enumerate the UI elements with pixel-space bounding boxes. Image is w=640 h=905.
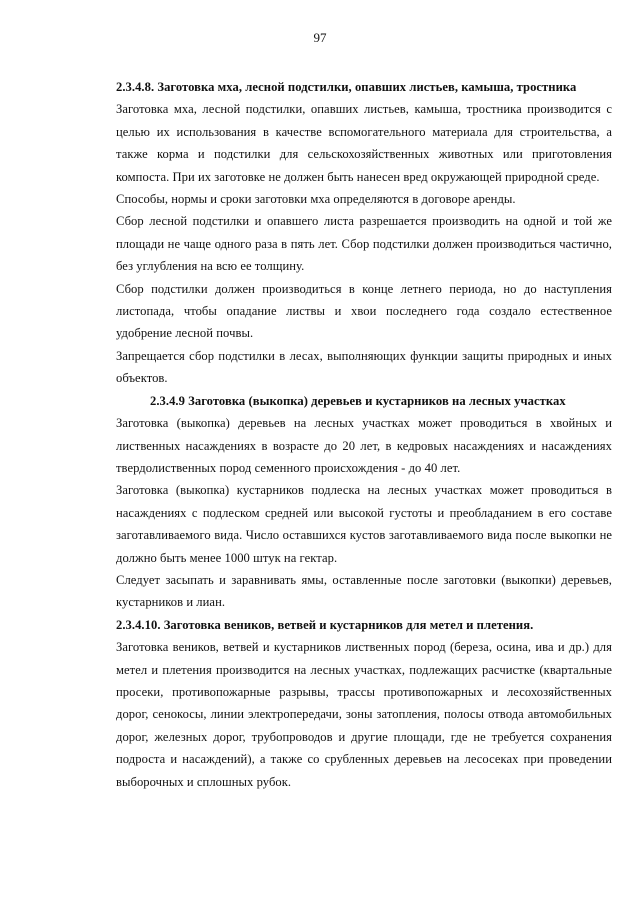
paragraph-moss-methods: Способы, нормы и сроки заготовки мха определяются в договоре аренды. bbox=[116, 192, 516, 207]
paragraph-shrub-digging: Заготовка (выкопка) кустарников подлеска на лесных участках может проводиться в насаждениях с подлеском средней или высокой густоты и преобладанием в его составе заготавливаемого вида. Число оставшихся кустов заготавливаемого вида после выкопки не должно быть менее 1000 штук на гектар. bbox=[116, 483, 612, 565]
paragraph-pit-filling: Следует засыпать и заравнивать ямы, оставленные после заготовки (выкопки) деревьев, кустарников и лиан. bbox=[116, 572, 612, 610]
section-heading-2-3-4-10: 2.3.4.10. Заготовка веников, ветвей и кустарников для метел и плетения. bbox=[116, 617, 534, 632]
paragraph-litter-timing: Сбор подстилки должен производиться в конце летнего периода, но до наступления листопада, чтобы опадание листвы и хвои последнего года создало естественное удобрение лесной почвы. bbox=[116, 281, 612, 341]
section-heading-2-3-4-8: 2.3.4.8. Заготовка мха, лесной подстилки, опавших листьев, камыша, тростника bbox=[116, 80, 577, 94]
document-body bbox=[116, 76, 612, 793]
page-number: 97 bbox=[313, 30, 327, 45]
paragraph-litter-prohibition: Запрещается сбор подстилки в лесах, выполняющих функции защиты природных и иных объектов. bbox=[116, 348, 612, 386]
section-heading-2-3-4-9: 2.3.4.9 Заготовка (выкопка) деревьев и кустарников на лесных участках bbox=[150, 393, 566, 408]
paragraph-moss-harvesting: Заготовка мха, лесной подстилки, опавших листьев, камыша, тростника производится с целью их использования в качестве вспомогательного материала для строительства, а также корма и подстилки для сельскохозяйственных животных или приготовления компоста. При их заготовке не должен быть нанесен вред окружающей природной среде. bbox=[116, 102, 612, 184]
paragraph-brooms-branches: Заготовка веников, ветвей и кустарников лиственных пород (береза, осина, ива и др.) для метел и плетения производится на лесных участках, подлежащих расчистке (квартальные просеки, противопожарные разрывы, трассы противопожарных и лесохозяйственных дорог, сенокосы, линии электропередачи, зоны затопления, полосы отвода автомобильных дорог, железных дорог, трубопроводов и другие площади, где не требуется сохранения подроста и насаждений), а также со срубленных деревьев на лесосеках при проведении выборочных и сплошных рубок. bbox=[116, 640, 612, 789]
paragraph-tree-digging: Заготовка (выкопка) деревьев на лесных участках может проводиться в хвойных и лиственных насаждениях в возрасте до 20 лет, в кедровых насаждениях и насаждениях твердолиственных пород семенного происхождения - до 40 лет. bbox=[116, 416, 612, 475]
paragraph-litter-frequency: Сбор лесной подстилки и опавшего листа разрешается производить на одной и той же площади не чаще одного раза в пять лет. Сбор подстилки должен производиться частично, без углубления на всю ее толщину. bbox=[116, 214, 612, 274]
